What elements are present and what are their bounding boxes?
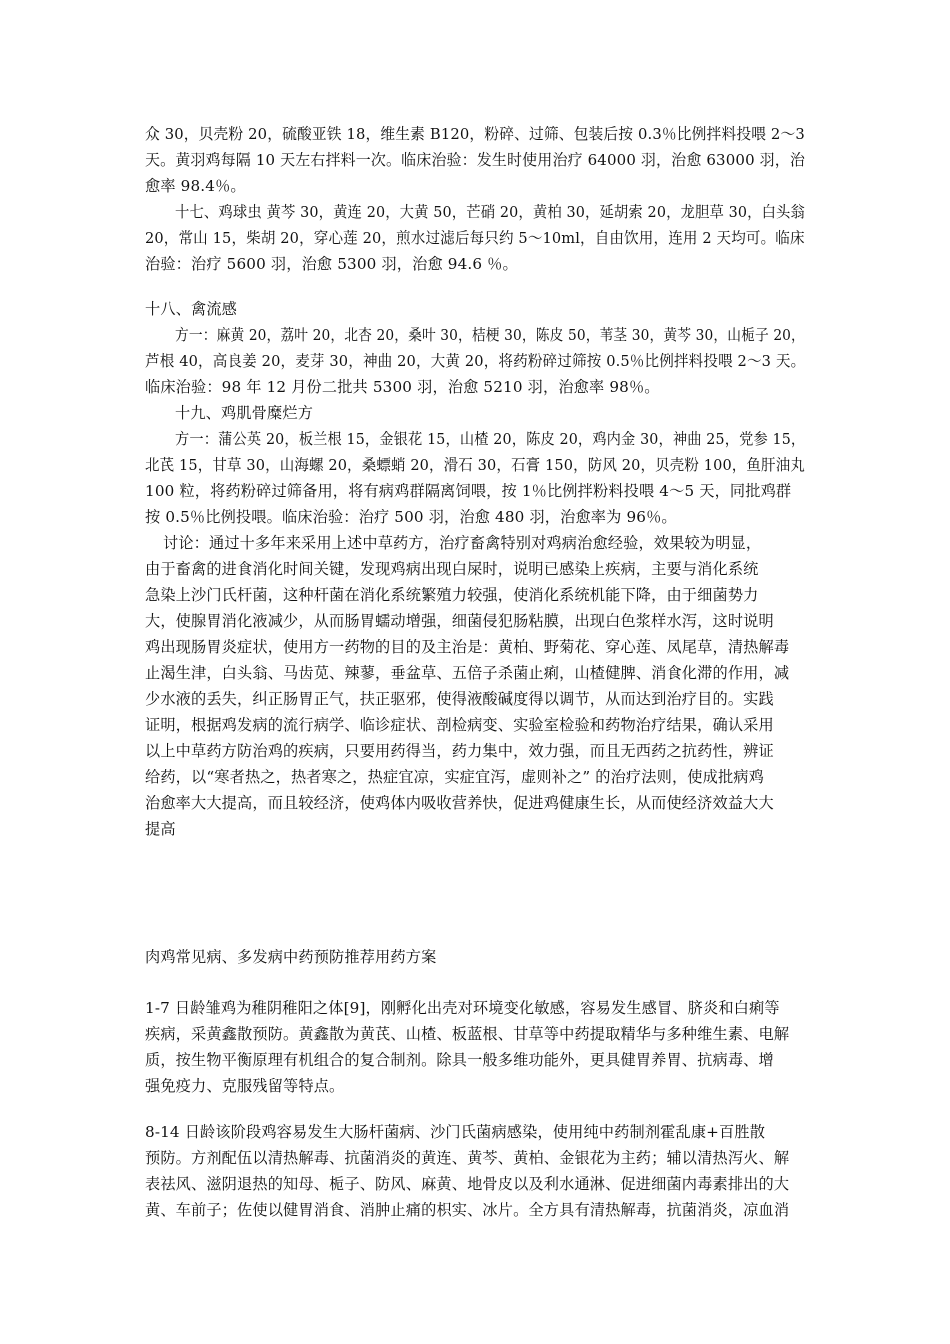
text-line: 临床治验：98 年 12 月份二批共 5300 羽，治愈 5210 羽，治愈率 98％。 <box>145 378 660 396</box>
text-line: 8-14 日龄该阶段鸡容易发生大肠杆菌病、沙门氏菌病感染，使用纯中药制剂霍乱康+百胜散 <box>145 1123 766 1141</box>
text-line: 急染上沙门氏杆菌，这种杆菌在消化系统繁殖力较强，使消化系统机能下降，由于细菌势力 <box>145 586 759 604</box>
text-line: 强免疫力、克服残留等特点。 <box>145 1077 345 1095</box>
text-line: 预防。方剂配伍以清热解毒、抗菌消炎的黄连、黄芩、黄柏、金银花为主药；辅以清热泻火、解 <box>145 1149 790 1167</box>
text-line: 以上中草药方防治鸡的疾病，只要用药得当，药力集中，效力强，而且无西药之抗药性，辨证 <box>145 742 774 760</box>
text-line: 1-7 日龄雏鸡为稚阴稚阳之体[9]，刚孵化出壳对环境变化敏感，容易发生感冒、脐炎和白痢等 <box>145 999 780 1017</box>
text-line: 20，常山 15，柴胡 20，穿心莲 20，煎水过滤后每只约 5～10ml，自由饮用，连用 2 天均可。临床 <box>145 229 805 247</box>
text-line: 讨论：通过十多年来采用上述中草药方，治疗畜禽特别对鸡病治愈经验，效果较为明显， <box>163 534 762 552</box>
text-line: 止渴生津，白头翁、马齿苋、辣蓼，垂盆草、五倍子杀菌止痢，山楂健脾、消食化滞的作用，减 <box>145 664 790 682</box>
text-line: 疾病，采黄鑫散预防。黄鑫散为黄芪、山楂、板蓝根、甘草等中药提取精华与多种维生素、电解 <box>145 1025 790 1043</box>
text-line: 十七、鸡球虫 黄芩 30，黄连 20，大黄 50，芒硝 20，黄柏 30，延胡索 20，龙胆草 30，白头翁 <box>175 203 805 221</box>
section-heading: 十九、鸡肌骨糜烂方 <box>175 404 314 422</box>
text-line: 给药，以“寒者热之，热者寒之，热症宜凉，实症宜泻，虚则补之” 的治疗法则，使成批病鸡 <box>145 768 764 786</box>
text-line: 按 0.5％比例投喂。临床治验：治疗 500 羽，治愈 480 羽，治愈率为 96％。 <box>145 508 677 526</box>
text-line: 方一：蒲公英 20，板兰根 15，金银花 15，山楂 20，陈皮 20，鸡内金 30，神曲 25，党参 15， <box>175 430 806 448</box>
text-line: 芦根 40，高良姜 20，麦芽 30，神曲 20，大黄 20，将药粉碎过筛按 0.5％比例拌料投喂 2～3 天。 <box>145 352 806 370</box>
text-line: 方一：麻黄 20，荔叶 20，北杏 20，桑叶 30，桔梗 30，陈皮 50，苇茎 30，黄芩 30，山栀子 20， <box>175 326 805 344</box>
text-line: 质，按生物平衡原理有机组合的复合制剂。除具一般多维功能外，更具健胃养胃、抗病毒、增 <box>145 1051 774 1069</box>
text-line: 大，使腺胃消化液减少，从而肠胃蠕动增强，细菌侵犯肠粘膜，出现白色浆样水泻，这时说明 <box>145 612 774 630</box>
text-line: 100 粒，将药粉碎过筛备用，将有病鸡群隔离饲喂，按 1％比例拌粉料投喂 4～5 天，同批鸡群 <box>145 482 792 500</box>
text-line: 众 30，贝壳粉 20，硫酸亚铁 18，维生素 B120，粉碎、过筛、包装后按 0.3％比例拌料投喂 2～3 <box>145 125 805 143</box>
text-line: 少水液的丢失，纠正肠胃正气，扶正驱邪，使得液酸碱度得以调节，从而达到治疗目的。实践 <box>145 690 774 708</box>
text-line: 愈率 98.4％。 <box>145 177 246 195</box>
text-line: 黄、车前子；佐使以健胃消食、消肿止痛的枳实、冰片。全方具有清热解毒，抗菌消炎，凉血消 <box>145 1201 790 1219</box>
text-line: 提高 <box>145 820 176 838</box>
text-line: 鸡出现肠胃炎症状，使用方一药物的目的及主治是：黄柏、野菊花、穿心莲、凤尾草，清热解毒 <box>145 638 790 656</box>
text-line: 北芪 15，甘草 30，山海螺 20，桑螵蛸 20，滑石 30，石膏 150，防风 20，贝壳粉 100，鱼肝油丸 <box>145 456 805 474</box>
section-title: 肉鸡常见病、多发病中药预防推荐用药方案 <box>145 948 437 966</box>
text-line: 证明，根据鸡发病的流行病学、临诊症状、剖检病变、实验室检验和药物治疗结果，确认采用 <box>145 716 774 734</box>
text-line: 表祛风、滋阴退热的知母、栀子、防风、麻黄、地骨皮以及利水通淋、促进细菌内毒素排出的大 <box>145 1175 790 1193</box>
text-line: 治验：治疗 5600 羽，治愈 5300 羽，治愈 94.6 ％。 <box>145 255 518 273</box>
text-line: 由于畜禽的进食消化时间关键，发现鸡病出现白屎时，说明已感染上疾病，主要与消化系统 <box>145 560 759 578</box>
section-heading: 十八、禽流感 <box>145 300 238 318</box>
text-line: 治愈率大大提高，而且较经济，使鸡体内吸收营养快，促进鸡健康生长，从而使经济效益大大 <box>145 794 774 812</box>
text-line: 天。黄羽鸡每隔 10 天左右拌料一次。临床治验：发生时使用治疗 64000 羽，治愈 63000 羽，治 <box>145 151 806 169</box>
